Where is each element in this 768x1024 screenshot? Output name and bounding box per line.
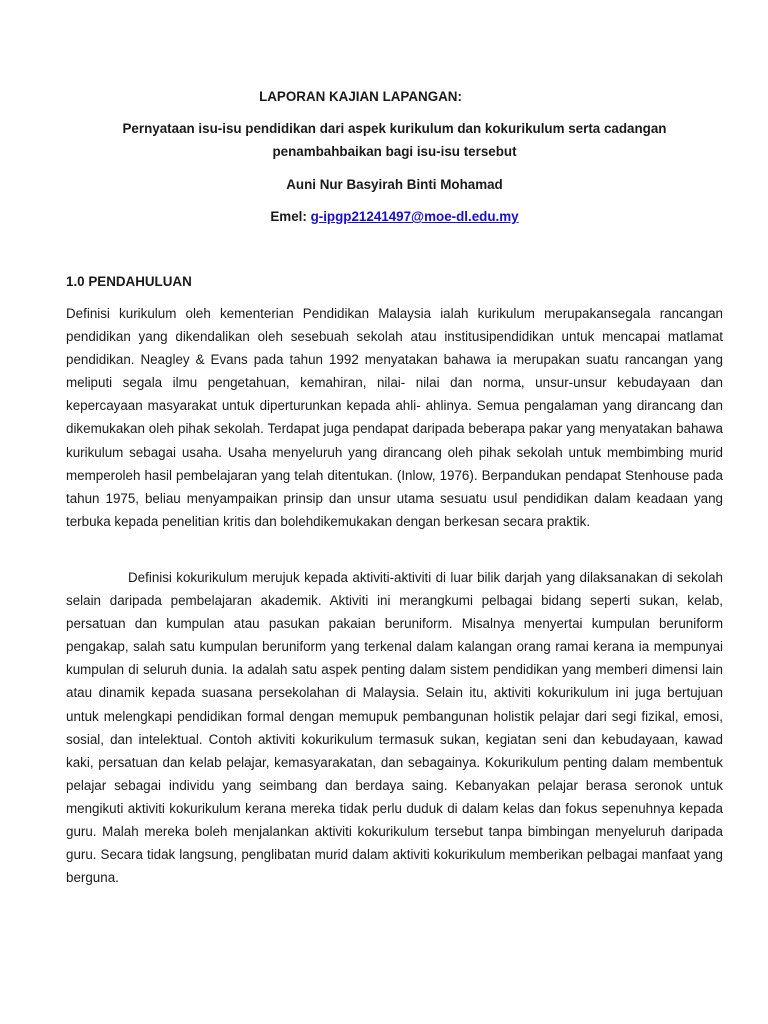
paragraph-kokurikulum: Definisi kokurikulum merujuk kepada aktiviti-aktiviti di luar bilik darjah yang dilaksanakan di sekolah selain daripada pembelajaran akademik. Aktiviti ini merangkumi pelbagai bidang seperti sukan, kelab, persatuan dan kumpulan atau pasukan pakaian beruniform. Misalnya menyertai kumpulan beruniform pengakap, salah satu kumpulan beruniform yang terkenal dalam kalangan orang ramai kerana ia mempunyai kumpulan di seluruh dunia. Ia adalah satu aspek penting dalam sistem pendidikan yang memberi dimensi lain atau dinamik kepada suasana persekolahan di Malaysia. Selain itu, aktiviti kokurikulum ini juga bertujuan untuk melengkapi pendidikan formal dengan memupuk pembangunan holistik pelajar dari segi fizikal, emosi, sosial, dan intelektual. Contoh aktiviti kokurikulum termasuk sukan, kegiatan seni dan kebudayaan, kawad kaki, persatuan dan kelab pelajar, kemasyarakatan, dan sebagainya. Kokurikulum penting dalam membentuk pelajar sebagai individu yang seimbang dan berdaya saing. Kebanyakan pelajar berasa seronok untuk mengikuti aktiviti kokurikulum kerana mereka tidak perlu duduk di dalam kelas dan fokus sepenuhnya kepada guru. Malah mereka boleh menjalankan aktiviti kokurikulum tersebut tanpa bimbingan menyeluruh daripada guru. Secara tidak langsung, penglibatan murid dalam aktiviti kokurikulum memberikan pelbagai manfaat yang berguna. (66, 570, 723, 886)
email-line (66, 205, 723, 228)
email-label: Emel: (270, 209, 307, 224)
paragraph-kurikulum: Definisi kurikulum oleh kementerian Pendidikan Malaysia ialah kurikulum merupakansegala rancangan pendidikan yang dikendalikan oleh sesebuah sekolah atau institusipendidikan untuk mencapai matlamat pendidikan. Neagley & Evans pada tahun 1992 menyatakan bahawa ia merupakan suatu rancangan yang meliputi segala ilmu pengetahuan, kemahiran, nilai- nilai dan norma, unsur-unsur kebudayaan dan kepercayaan masyarakat untuk diperturunkan kepada ahli- ahlinya. Semua pengalaman yang dirancang dan dikemukakan oleh pihak sekolah. Terdapat juga pendapat daripada beberapa pakar yang menyatakan bahawa kurikulum sebagai usaha. Usaha menyeluruh yang dirancang oleh pihak sekolah untuk membimbing murid memperoleh hasil pembelajaran yang telah ditentukan. (Inlow, 1976). Berpandukan pendapat Stenhouse pada tahun 1975, beliau menyampaikan prinsip dan unsur utama sesuatu usul pendidikan dalam keadaan yang terbuka kepada penelitian kritis dan bolehdikemukakan dengan berkesan secara praktik. (66, 306, 723, 529)
author-name: Auni Nur Basyirah Binti Mohamad (286, 177, 503, 192)
email-link[interactable]: g-ipgp21241497@moe-dl.edu.my (310, 209, 519, 224)
report-subtitle: Pernyataan isu-isu pendidikan dari aspek kurikulum dan kokurikulum serta cadangan penambahbaikan bagi isu-isu tersebut (122, 121, 667, 159)
report-title: LAPORAN KAJIAN LAPANGAN: (259, 89, 462, 104)
section-heading: 1.0 PENDAHULUAN (66, 274, 192, 289)
